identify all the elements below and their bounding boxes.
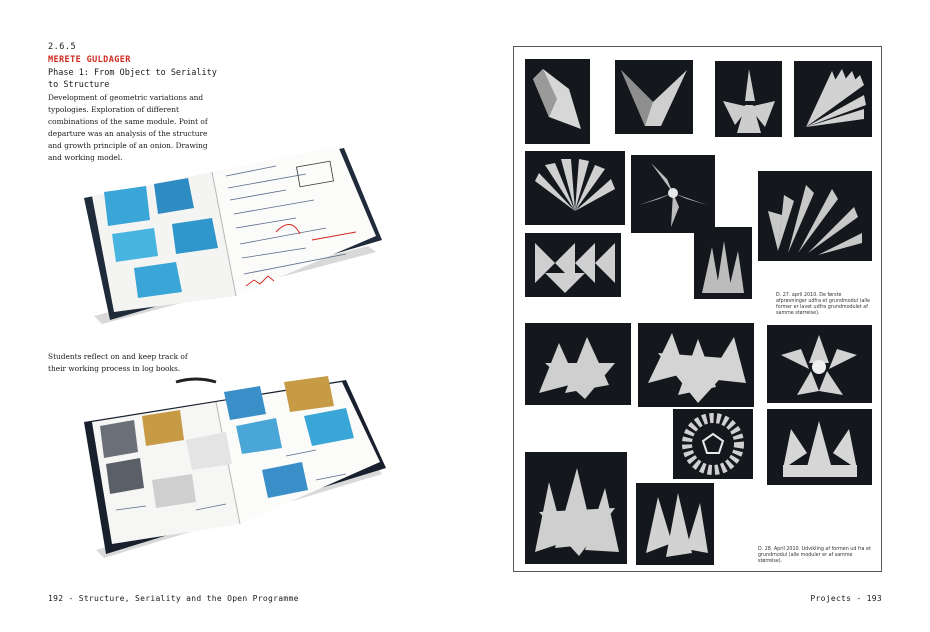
paper-model-photo	[525, 151, 625, 225]
paper-model-photo	[758, 171, 872, 261]
footer-right: Projects - 193	[810, 594, 882, 603]
paper-model-photo	[525, 452, 627, 564]
paper-models-board	[513, 46, 882, 572]
paper-model-photo	[694, 227, 752, 299]
project-description: Development of geometric variations and typologies. Exploration of different combinations of the same module. Point of departure was an analysis of the structure and growth principle of an onion. Drawing and working model.	[48, 93, 208, 162]
paper-model-photo	[767, 325, 872, 403]
logbook-photo-2	[76, 370, 388, 560]
paper-model-photo	[794, 61, 872, 137]
paper-model-photo	[525, 233, 621, 297]
logbooks-caption: Students reflect on and keep track of their working process in log books.	[48, 352, 188, 373]
section-number: 2.6.5	[48, 42, 77, 52]
phase-title: Phase 1: From Object to Seriality to Structure	[48, 68, 217, 90]
paper-model-photo	[525, 323, 631, 405]
board-note-april-28: D. 28. April 2010. Udvikling af formen ud fra et grundmodul (alle moduler er af samme størrelse).	[758, 547, 871, 564]
paper-model-photo	[615, 60, 693, 134]
paper-model-photo	[673, 409, 753, 479]
paper-model-photo	[715, 61, 782, 137]
paper-model-photo	[525, 59, 590, 144]
author-name: MERETE GULDAGER	[48, 55, 131, 65]
footer-left: 192 - Structure, Seriality and the Open Programme	[48, 594, 299, 603]
paper-model-photo	[636, 483, 714, 565]
paper-model-photo	[631, 155, 715, 233]
board-note-april-27: D. 27. april 2010. De første afprøvninger udfra et grundmodul (alle former er lavet udfra grundmodulet af samme størrelse).	[776, 293, 871, 316]
paper-model-photo	[638, 323, 754, 407]
paper-model-photo	[767, 409, 872, 485]
logbook-photo-1	[76, 136, 388, 326]
